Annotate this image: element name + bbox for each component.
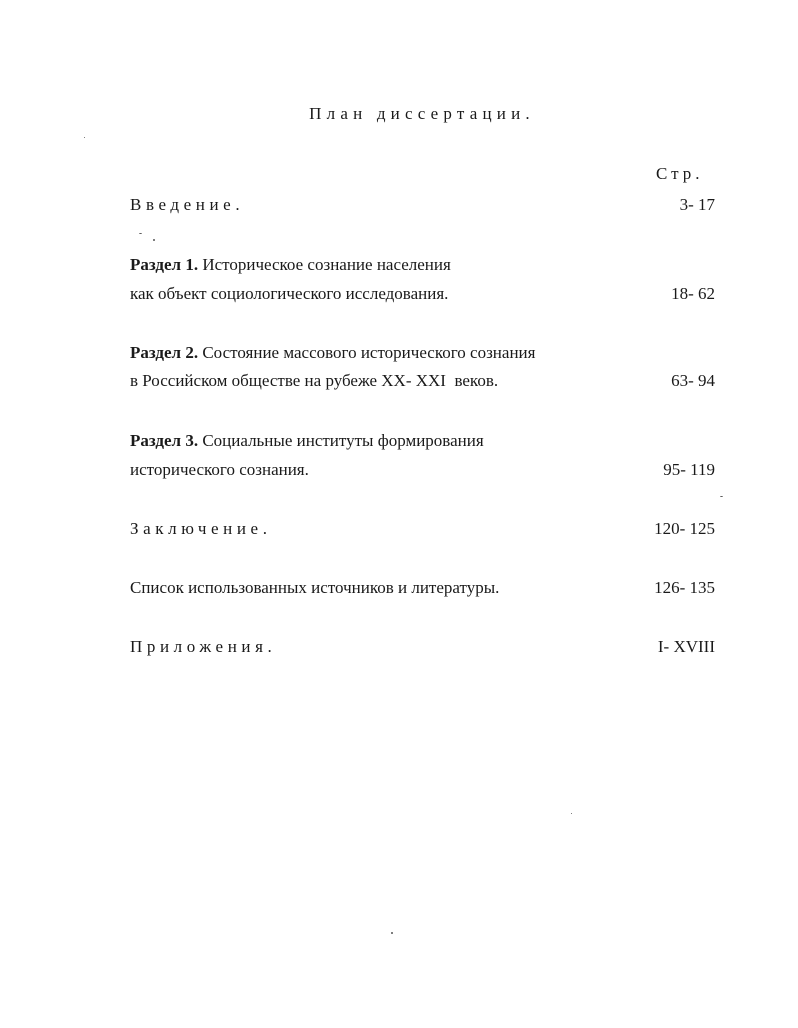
scan-speck	[720, 496, 723, 497]
section-prefix: Раздел 3.	[130, 431, 199, 450]
toc-entry-label: Приложения.	[130, 637, 277, 656]
scan-speck	[571, 813, 572, 814]
toc-entry-pages: 63- 94	[671, 371, 715, 390]
toc-entry-pages: I- XVIII	[657, 637, 715, 656]
toc-entry-line1	[130, 343, 535, 363]
section-title-line1: Состояние массового исторического сознания	[198, 343, 536, 362]
toc-entry-label: Введение.	[130, 195, 245, 214]
section-title-line1: Историческое сознание населения	[198, 255, 451, 274]
section-title-line2: исторического сознания.	[130, 460, 309, 479]
document-title: План диссертации.	[309, 104, 535, 123]
scan-speck	[153, 239, 155, 241]
scan-speck	[84, 137, 85, 138]
toc-entry-pages: 18- 62	[671, 284, 715, 303]
scan-speck	[139, 233, 142, 234]
section-title-line2: в Российском обществе на рубеже XX- XXI веков.	[130, 371, 499, 390]
toc-entry-line1	[130, 431, 484, 451]
section-prefix: Раздел 1.	[130, 255, 199, 274]
section-prefix: Раздел 2.	[130, 343, 199, 362]
scan-speck	[391, 932, 393, 934]
page-column-header: Стр.	[656, 164, 704, 183]
toc-entry-pages: 126- 135	[654, 578, 715, 597]
toc-entry-pages: 120- 125	[654, 519, 715, 538]
toc-entry-pages: 3- 17	[679, 195, 715, 214]
toc-entry-line1	[130, 255, 451, 275]
section-title-line2: как объект социологического исследования.	[130, 284, 449, 303]
toc-entry-label: Заключение.	[130, 519, 272, 538]
toc-entry-label: Список использованных источников и литературы.	[130, 578, 500, 597]
section-title-line1: Социальные институты формирования	[198, 431, 484, 450]
toc-entry-pages: 95- 119	[663, 460, 715, 479]
